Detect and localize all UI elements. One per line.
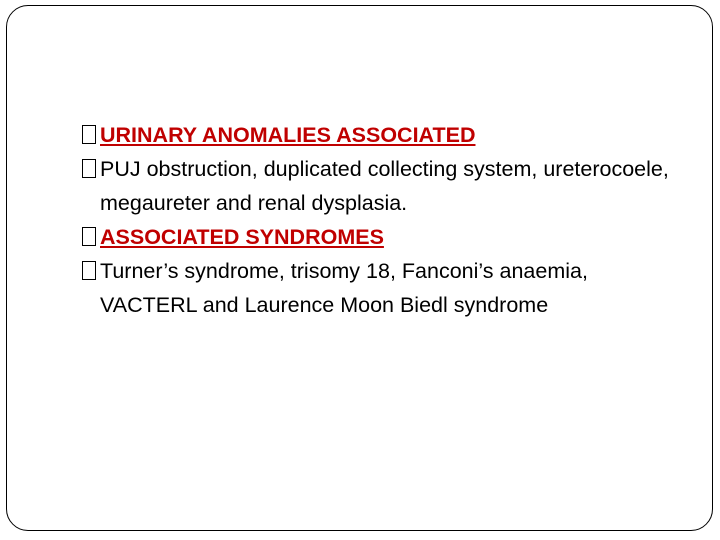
heading-urinary-anomalies: URINARY ANOMALIES ASSOCIATED — [100, 123, 476, 147]
square-box-icon — [82, 261, 96, 280]
bullet-urinary-anomalies-list — [82, 152, 682, 220]
urinary-anomalies-text: PUJ obstruction, duplicated collecting system, ureterocoele, megaureter and renal dysplasia. — [100, 157, 669, 215]
slide-content — [82, 118, 682, 322]
heading-associated-syndromes: ASSOCIATED SYNDROMES — [100, 225, 384, 249]
bullet-urinary-anomalies-heading — [82, 118, 682, 152]
bullet-associated-syndromes-heading — [82, 220, 682, 254]
square-box-icon — [82, 125, 96, 144]
bullet-associated-syndromes-list — [82, 254, 682, 322]
square-box-icon — [82, 159, 96, 178]
associated-syndromes-text: Turner’s syndrome, trisomy 18, Fanconi’s anaemia, VACTERL and Laurence Moon Biedl syndrome — [100, 259, 588, 317]
square-box-icon — [82, 227, 96, 246]
